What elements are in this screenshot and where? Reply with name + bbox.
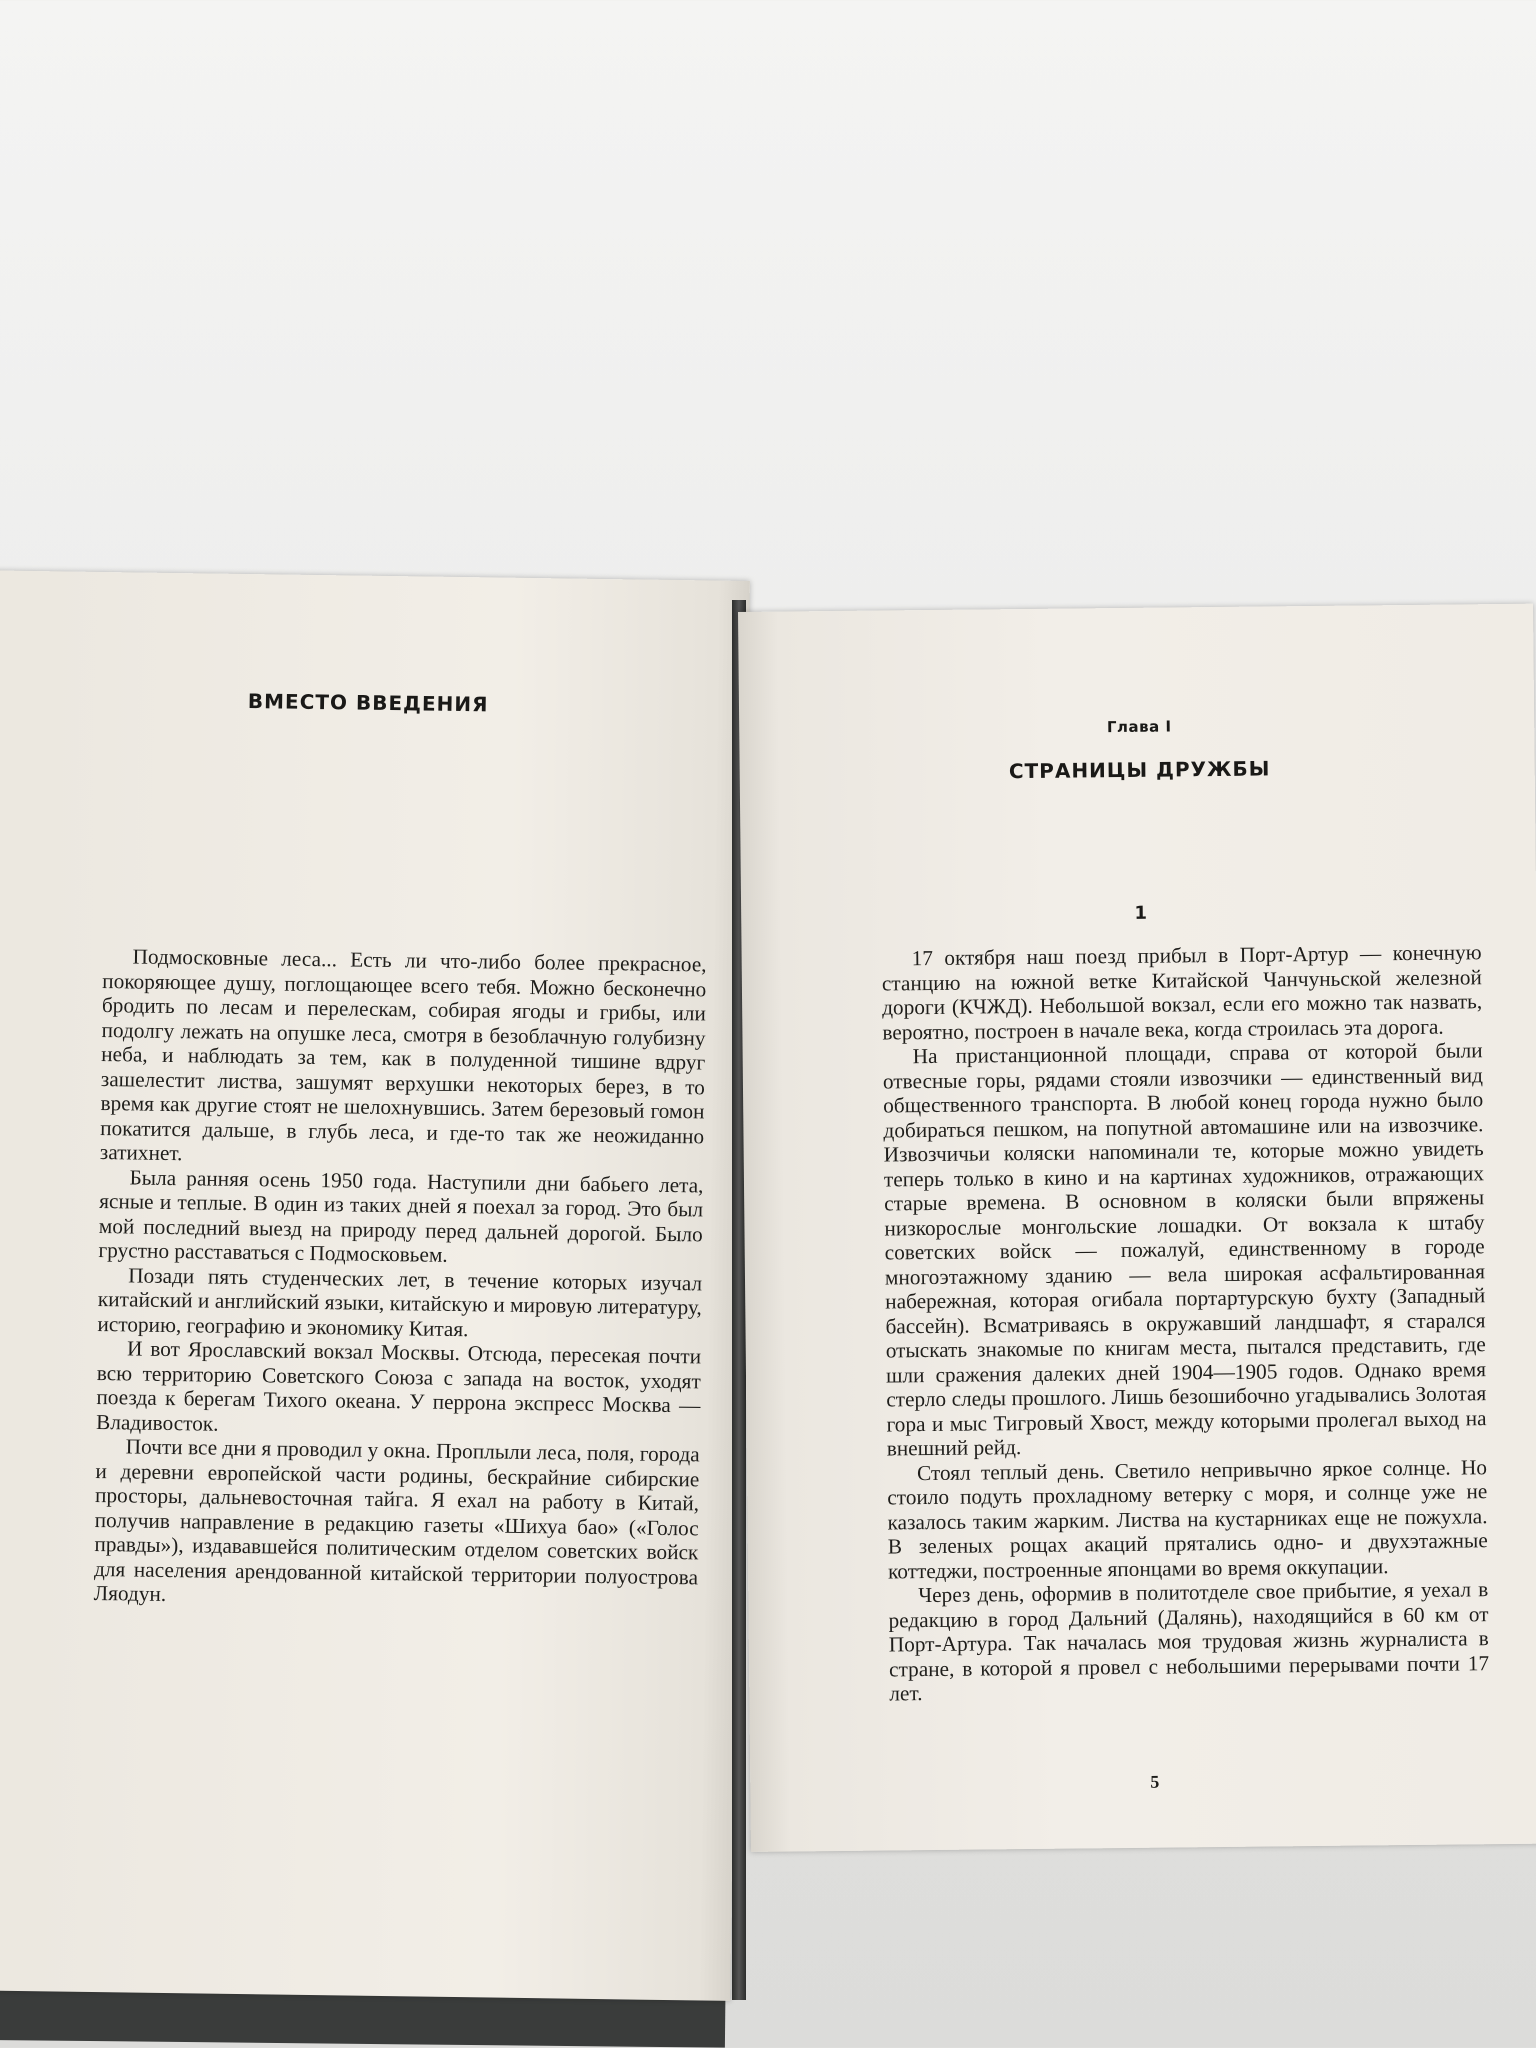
paragraph: И вот Ярославский вокзал Москвы. Отсюда, пересекая почти всю территорию Советского Союза с запада на восток, уходят поезда к берегам Тихого океана. У перрона экспресс Москва — Владивосток. (95, 1336, 702, 1436)
paragraph: Подмосковные леса... Есть ли что-либо более прекрасное, покоряющее душу, поглощающее всего тебя. Можно бесконечно бродить по лесам и перелескам, собирая ягоды и грибы, или подолгу лежать на опушке леса, смотря в безоблачную голубизну неба, и наблюдать за тем, как в полуденной тишине вдруг зашелестит листва, зашумят верхушки некоторых берез, в то время как другие стоят не шелохнувшись. Затем березовый гомон покатится дальше, в глубь леса, и где-то так же неожиданно затихнет. (99, 944, 707, 1166)
page-number: 5 (1150, 1771, 1160, 1792)
paragraph: 17 октября наш поезд прибыл в Порт-Артур — конечную станцию на южной ветке Китайской Чанчуньской железной дороги (КЧЖД). Небольшой вокзал, если его можно так назвать, вероятно, построен в начале века, когда строилась эта дорога. (881, 940, 1483, 1045)
left-page-heading: ВМЕСТО ВВЕДЕНИЯ (247, 689, 489, 717)
left-page (0, 570, 750, 2001)
chapter-label: Глава I (1106, 717, 1172, 737)
paragraph: Позади пять студенческих лет, в течение которых изучал китайский и английский языки, китайскую и мировую литературу, историю, географию и экономику Китая. (97, 1262, 703, 1341)
paragraph: На пристанционной площади, справа от которой были отвесные горы, рядами стояли извозчики — единственный вид общественного транспорта. В любой конец города нужно было добираться пешком, на попутной автомашине или на извозчике. Извозчичьи коляски напоминали те, которые можно увидеть теперь только в кино и на картинах художников, отражающих старые времена. В основном в коляски были впряжены низкорослые монгольские лошадки. От вокзала к штабу советских войск — пожалуй, единственному в городе многоэтажному зданию — вела широкая асфальтированная набережная, которая огибала портартурскую бухту (Западный бассейн). Всматриваясь в окружавший ландшафт, я старался отыскать знакомые по книгам места, пытался представить, где шли сражения далеких дней 1904—1905 годов. Однако время стерло следы прошлого. Лишь безошибочно угадывались Золотая гора и мыс Тигровый Хвост, между которыми пролегал выход на внешний рейд. (882, 1038, 1487, 1461)
paragraph: Почти все дни я проводил у окна. Проплыли леса, поля, города и деревни европейской части родины, бескрайние сибирские просторы, дальневосточная тайга. Я ехал на работу в Китай, получив направление в редакцию газеты «Шихуа бао» («Голос правды»), издававшейся политическим отделом советских войск для населения арендованной китайской территории полуострова Ляодун. (93, 1434, 700, 1606)
paragraph: Была ранняя осень 1950 года. Наступили дни бабьего лета, ясные и теплые. В один из таких дней я поехал за город. Это был мой последний выезд на природу перед дальней дорогой. Было грустно расставаться с Подмосковьем. (98, 1164, 704, 1267)
right-page-heading: СТРАНИЦЫ ДРУЖБЫ (1008, 756, 1271, 784)
right-page (738, 604, 1536, 1852)
section-number: 1 (1134, 902, 1149, 924)
right-page-body (882, 940, 1490, 1706)
paragraph: Стоял теплый день. Светило непривычно яркое солнце. Но стоило подуть прохладному ветерку с моря, и солнце уже не казалось таким жарким. Листва на кустарниках еще не пожухла. В зеленых рощах акаций прятались одно- и двухэтажные коттеджи, построенные японцами во время оккупации. (887, 1454, 1488, 1583)
paragraph: Через день, оформив в политотделе свое прибытие, я уехал в редакцию в город Дальний (Далянь), находящийся в 60 км от Порт-Артура. Так началась моя трудовая жизнь журналиста в стране, в которой я провел с небольшими перерывами почти 17 лет. (888, 1577, 1490, 1706)
left-page-body (94, 944, 707, 1614)
